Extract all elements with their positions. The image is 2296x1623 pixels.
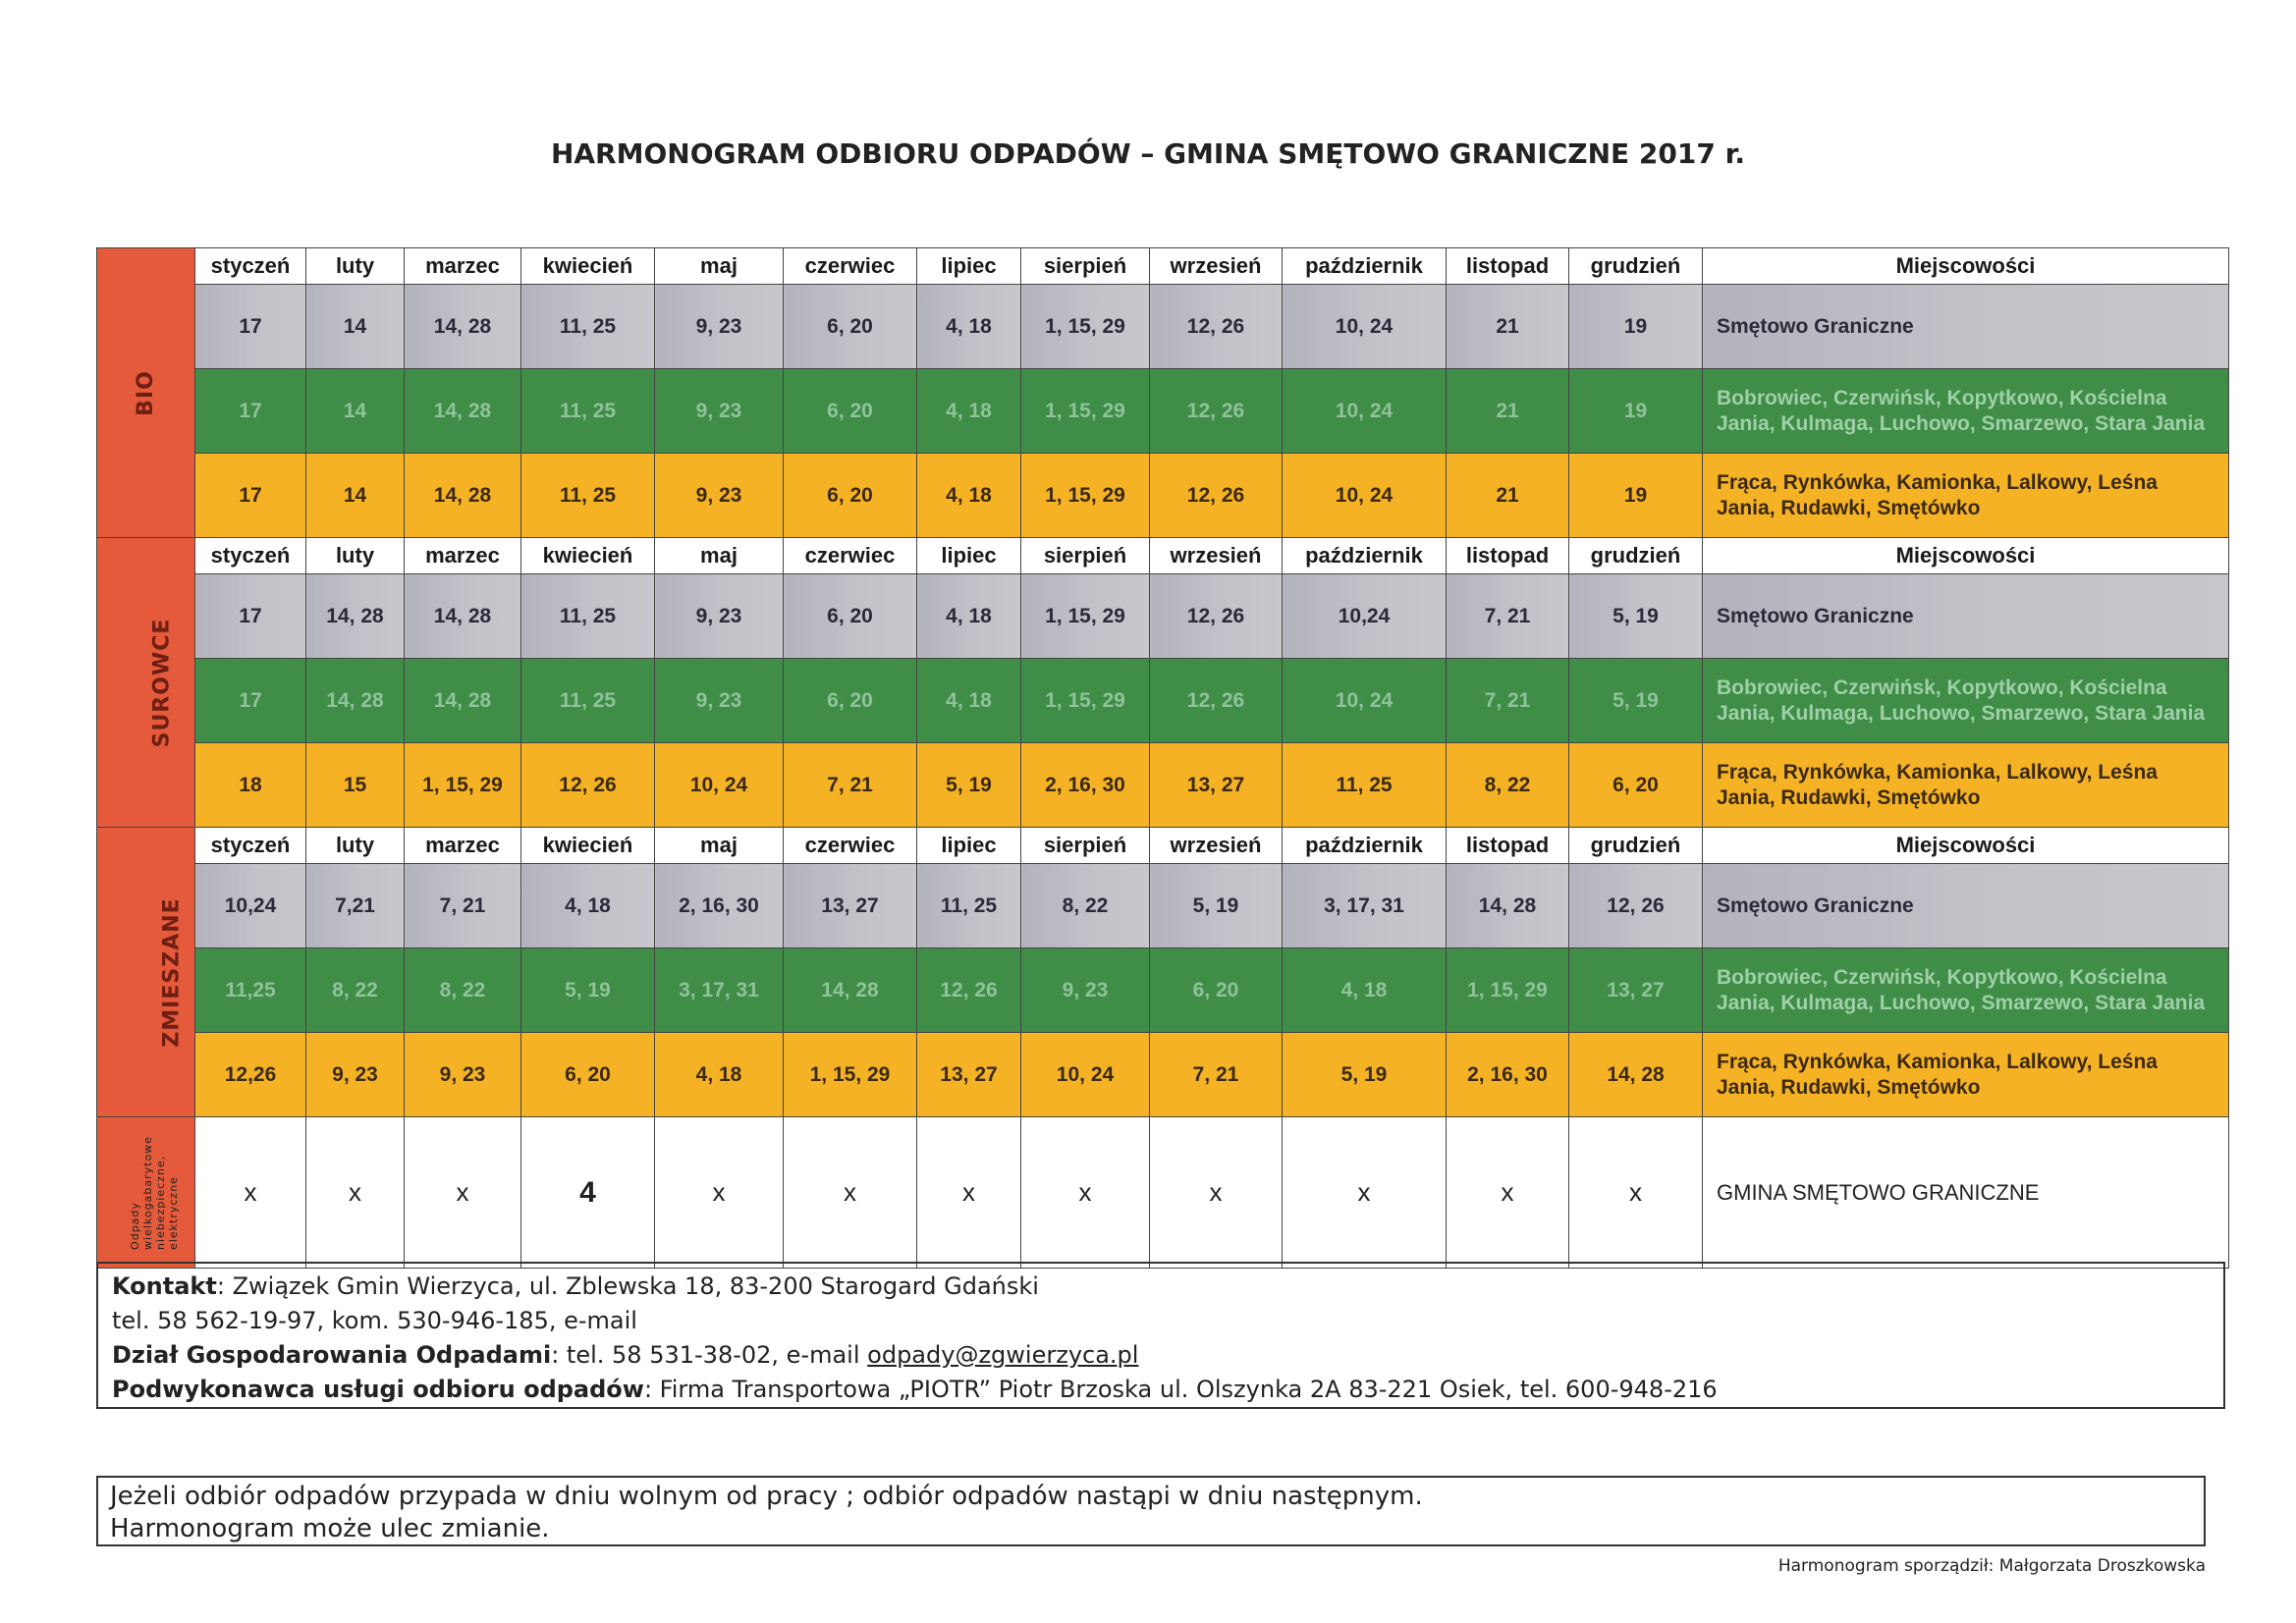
date-cell: 4, 18 (917, 285, 1021, 369)
date-cell: 1, 15, 29 (1447, 948, 1569, 1033)
month-header: styczeń (195, 828, 306, 864)
bulky-label-line: wielkogabarytowe (140, 1135, 154, 1250)
date-cell: 3, 17, 31 (1283, 864, 1447, 948)
month-header: wrzesień (1150, 248, 1283, 285)
month-header: lipiec (917, 248, 1021, 285)
month-header: marzec (405, 248, 521, 285)
month-header: luty (306, 248, 405, 285)
month-header: październik (1283, 538, 1447, 574)
contact-box (96, 1262, 2225, 1409)
date-cell: 9, 23 (405, 1033, 521, 1117)
places-cell: Smętowo Graniczne (1703, 574, 2229, 659)
section-label-text: SUROWCE (149, 618, 175, 747)
date-cell: 14, 28 (405, 659, 521, 743)
date-cell: 21 (1447, 369, 1569, 454)
bulky-date-cell: x (306, 1117, 405, 1269)
places-cell: Bobrowiec, Czerwińsk, Kopytkowo, Kościelna Jania, Kulmaga, Luchowo, Smarzewo, Stara Jania (1703, 369, 2229, 454)
schedule-row-gray (97, 285, 2229, 369)
date-cell: 2, 16, 30 (1447, 1033, 1569, 1117)
date-cell: 10, 24 (1283, 369, 1447, 454)
date-cell: 19 (1569, 285, 1703, 369)
date-cell: 10, 24 (1283, 454, 1447, 538)
date-cell: 12, 26 (1150, 659, 1283, 743)
section-label-surowce (97, 538, 195, 828)
date-cell: 11, 25 (1283, 743, 1447, 828)
date-cell: 7, 21 (1150, 1033, 1283, 1117)
section-label-bulky (97, 1117, 195, 1269)
month-header: sierpień (1021, 248, 1150, 285)
date-cell: 12,26 (195, 1033, 306, 1117)
date-cell: 7, 21 (1447, 574, 1569, 659)
date-cell: 5, 19 (1569, 574, 1703, 659)
date-cell: 17 (195, 659, 306, 743)
bulky-waste-row (97, 1117, 2229, 1269)
places-cell: Frąca, Rynkówka, Kamionka, Lalkowy, Leśna Jania, Rudawki, Smętówko (1703, 1033, 2229, 1117)
date-cell: 21 (1447, 454, 1569, 538)
date-cell: 14 (306, 369, 405, 454)
date-cell: 21 (1447, 285, 1569, 369)
date-cell: 9, 23 (306, 1033, 405, 1117)
month-header: styczeń (195, 248, 306, 285)
places-header: Miejscowości (1703, 248, 2229, 285)
date-cell: 5, 19 (917, 743, 1021, 828)
month-header: maj (655, 248, 784, 285)
date-cell: 6, 20 (784, 454, 917, 538)
month-header: sierpień (1021, 828, 1150, 864)
places-header: Miejscowości (1703, 538, 2229, 574)
date-cell: 1, 15, 29 (1021, 454, 1150, 538)
date-cell: 1, 15, 29 (1021, 369, 1150, 454)
month-header: listopad (1447, 828, 1569, 864)
date-cell: 5, 19 (1150, 864, 1283, 948)
date-cell: 11, 25 (917, 864, 1021, 948)
date-cell: 17 (195, 454, 306, 538)
bulky-date-cell: x (1569, 1117, 1703, 1269)
date-cell: 5, 19 (1569, 659, 1703, 743)
month-header: styczeń (195, 538, 306, 574)
date-cell: 14, 28 (1569, 1033, 1703, 1117)
author-credit: Harmonogram sporządził: Małgorzata Droszkowska (1777, 1556, 2206, 1576)
date-cell: 8, 22 (306, 948, 405, 1033)
date-cell: 9, 23 (655, 574, 784, 659)
date-cell: 13, 27 (1150, 743, 1283, 828)
collection-schedule-table (96, 247, 2229, 1269)
month-header-row (97, 538, 2229, 574)
schedule-row-gray (97, 864, 2229, 948)
date-cell: 7, 21 (784, 743, 917, 828)
date-cell: 1, 15, 29 (1021, 285, 1150, 369)
date-cell: 10, 24 (1021, 1033, 1150, 1117)
schedule-row-gray (97, 574, 2229, 659)
date-cell: 13, 27 (784, 864, 917, 948)
date-cell: 10, 24 (1283, 659, 1447, 743)
date-cell: 11, 25 (521, 659, 655, 743)
month-header-row (97, 828, 2229, 864)
subcontractor-label: Podwykonawca usługi odbioru odpadów (112, 1376, 644, 1403)
month-header: grudzień (1569, 248, 1703, 285)
section-label-text: ZMIESZANE (159, 896, 185, 1048)
date-cell: 10,24 (195, 864, 306, 948)
subcontractor-details: : Firma Transportowa „PIOTR” Piotr Brzoska ul. Olszynka 2A 83-221 Osiek, tel. 600-948-216 (643, 1376, 1718, 1403)
date-cell: 4, 18 (655, 1033, 784, 1117)
date-cell: 12, 26 (1150, 369, 1283, 454)
month-header: czerwiec (784, 248, 917, 285)
date-cell: 14, 28 (306, 574, 405, 659)
date-cell: 14, 28 (784, 948, 917, 1033)
contact-address: : Związek Gmin Wierzyca, ul. Zblewska 18, 83-200 Starogard Gdański (216, 1272, 1039, 1300)
date-cell: 6, 20 (784, 285, 917, 369)
date-cell: 10, 24 (1283, 285, 1447, 369)
date-cell: 8, 22 (1447, 743, 1569, 828)
date-cell: 5, 19 (1283, 1033, 1447, 1117)
date-cell: 13, 27 (1569, 948, 1703, 1033)
date-cell: 12, 26 (521, 743, 655, 828)
schedule-row-orange (97, 743, 2229, 828)
date-cell: 9, 23 (655, 285, 784, 369)
department-email-link[interactable]: odpady@zgwierzyca.pl (867, 1341, 1139, 1369)
schedule-row-orange (97, 454, 2229, 538)
places-cell: Smętowo Graniczne (1703, 864, 2229, 948)
schedule-row-green (97, 369, 2229, 454)
date-cell: 15 (306, 743, 405, 828)
schedule-body (97, 248, 2229, 1269)
month-header: luty (306, 828, 405, 864)
month-header: grudzień (1569, 538, 1703, 574)
date-cell: 10,24 (1283, 574, 1447, 659)
bulky-date-cell: x (1283, 1117, 1447, 1269)
date-cell: 6, 20 (784, 574, 917, 659)
department-label: Dział Gospodarowania Odpadami (112, 1341, 552, 1369)
date-cell: 14, 28 (405, 369, 521, 454)
date-cell: 10, 24 (655, 743, 784, 828)
month-header: listopad (1447, 248, 1569, 285)
places-cell: Frąca, Rynkówka, Kamionka, Lalkowy, Leśna Jania, Rudawki, Smętówko (1703, 454, 2229, 538)
date-cell: 6, 20 (784, 659, 917, 743)
note-line-holiday: Jeżeli odbiór odpadów przypada w dniu wolnym od pracy ; odbiór odpadów nastąpi w dniu następnym. (110, 1482, 1423, 1511)
date-cell: 4, 18 (917, 454, 1021, 538)
date-cell: 12, 26 (1150, 285, 1283, 369)
section-label-zmieszane (97, 828, 195, 1117)
month-header: kwiecień (521, 828, 655, 864)
note-box (96, 1476, 2206, 1546)
date-cell: 14, 28 (405, 574, 521, 659)
date-cell: 4, 18 (917, 369, 1021, 454)
note-line-change: Harmonogram może ulec zmianie. (110, 1514, 550, 1543)
date-cell: 11, 25 (521, 285, 655, 369)
date-cell: 19 (1569, 454, 1703, 538)
date-cell: 11, 25 (521, 454, 655, 538)
department-phone: : tel. 58 531-38-02, e-mail (551, 1341, 868, 1369)
bulky-date-cell: x (405, 1117, 521, 1269)
month-header: marzec (405, 828, 521, 864)
bulky-date-cell: x (1447, 1117, 1569, 1269)
date-cell: 14, 28 (405, 285, 521, 369)
date-cell: 4, 18 (917, 574, 1021, 659)
date-cell: 13, 27 (917, 1033, 1021, 1117)
document-title: HARMONOGRAM ODBIORU ODPADÓW – GMINA SMĘTOWO GRANICZNE 2017 r. (550, 137, 1746, 170)
date-cell: 1, 15, 29 (405, 743, 521, 828)
date-cell: 17 (195, 574, 306, 659)
date-cell: 6, 20 (1150, 948, 1283, 1033)
places-cell: Bobrowiec, Czerwińsk, Kopytkowo, Kościelna Jania, Kulmaga, Luchowo, Smarzewo, Stara Jania (1703, 948, 2229, 1033)
date-cell: 2, 16, 30 (655, 864, 784, 948)
bulky-date-cell: x (655, 1117, 784, 1269)
places-cell: Frąca, Rynkówka, Kamionka, Lalkowy, Leśna Jania, Rudawki, Smętówko (1703, 743, 2229, 828)
date-cell: 9, 23 (1021, 948, 1150, 1033)
month-header: czerwiec (784, 828, 917, 864)
bulky-label-line: niebezpieczne, (153, 1155, 167, 1250)
contact-label: Kontakt (112, 1272, 217, 1300)
date-cell: 11, 25 (521, 369, 655, 454)
date-cell: 14 (306, 285, 405, 369)
date-cell: 9, 23 (655, 659, 784, 743)
date-cell: 12, 26 (1569, 864, 1703, 948)
section-label-bio (97, 248, 195, 538)
date-cell: 12, 26 (1150, 454, 1283, 538)
date-cell: 11,25 (195, 948, 306, 1033)
date-cell: 12, 26 (917, 948, 1021, 1033)
contact-line-address (112, 1270, 2210, 1304)
month-header: czerwiec (784, 538, 917, 574)
month-header: kwiecień (521, 248, 655, 285)
month-header: maj (655, 828, 784, 864)
date-cell: 4, 18 (917, 659, 1021, 743)
date-cell: 6, 20 (1569, 743, 1703, 828)
places-cell: Smętowo Graniczne (1703, 285, 2229, 369)
schedule-row-green (97, 659, 2229, 743)
bulky-date-cell: x (195, 1117, 306, 1269)
date-cell: 8, 22 (1021, 864, 1150, 948)
date-cell: 9, 23 (655, 454, 784, 538)
places-cell: Bobrowiec, Czerwińsk, Kopytkowo, Kościelna Jania, Kulmaga, Luchowo, Smarzewo, Stara Jania (1703, 659, 2229, 743)
section-label-text: BIO (134, 369, 158, 416)
date-cell: 14, 28 (405, 454, 521, 538)
date-cell: 1, 15, 29 (1021, 659, 1150, 743)
date-cell: 17 (195, 369, 306, 454)
places-header: Miejscowości (1703, 828, 2229, 864)
date-cell: 7,21 (306, 864, 405, 948)
month-header: wrzesień (1150, 828, 1283, 864)
bulky-places-cell: GMINA SMĘTOWO GRANICZNE (1703, 1117, 2229, 1269)
date-cell: 7, 21 (1447, 659, 1569, 743)
date-cell: 9, 23 (655, 369, 784, 454)
date-cell: 6, 20 (784, 369, 917, 454)
schedule-row-green (97, 948, 2229, 1033)
schedule-row-orange (97, 1033, 2229, 1117)
bulky-date-cell: 4 (521, 1117, 655, 1269)
month-header: lipiec (917, 828, 1021, 864)
date-cell: 17 (195, 285, 306, 369)
date-cell: 5, 19 (521, 948, 655, 1033)
date-cell: 2, 16, 30 (1021, 743, 1150, 828)
bulky-date-cell: x (1021, 1117, 1150, 1269)
month-header: październik (1283, 828, 1447, 864)
month-header: grudzień (1569, 828, 1703, 864)
contact-line-phone: tel. 58 562-19-97, kom. 530-946-185, e-mail (112, 1307, 637, 1334)
date-cell: 1, 15, 29 (1021, 574, 1150, 659)
date-cell: 1, 15, 29 (784, 1033, 917, 1117)
month-header-row (97, 248, 2229, 285)
bulky-date-cell: x (1150, 1117, 1283, 1269)
date-cell: 6, 20 (521, 1033, 655, 1117)
date-cell: 12, 26 (1150, 574, 1283, 659)
month-header: październik (1283, 248, 1447, 285)
month-header: marzec (405, 538, 521, 574)
month-header: sierpień (1021, 538, 1150, 574)
date-cell: 3, 17, 31 (655, 948, 784, 1033)
date-cell: 11, 25 (521, 574, 655, 659)
date-cell: 8, 22 (405, 948, 521, 1033)
bulky-date-cell: x (917, 1117, 1021, 1269)
date-cell: 19 (1569, 369, 1703, 454)
month-header: listopad (1447, 538, 1569, 574)
month-header: luty (306, 538, 405, 574)
date-cell: 14, 28 (306, 659, 405, 743)
month-header: maj (655, 538, 784, 574)
date-cell: 14 (306, 454, 405, 538)
contact-line-department (112, 1338, 2210, 1373)
bulky-date-cell: x (784, 1117, 917, 1269)
contact-line-subcontractor (112, 1373, 2210, 1407)
bulky-label-line: elektryczne (166, 1175, 180, 1250)
date-cell: 14, 28 (1447, 864, 1569, 948)
date-cell: 18 (195, 743, 306, 828)
bulky-label-line: Odpady (128, 1201, 141, 1250)
date-cell: 4, 18 (1283, 948, 1447, 1033)
month-header: lipiec (917, 538, 1021, 574)
month-header: kwiecień (521, 538, 655, 574)
month-header: wrzesień (1150, 538, 1283, 574)
date-cell: 4, 18 (521, 864, 655, 948)
bulky-label-text (129, 1136, 180, 1250)
date-cell: 7, 21 (405, 864, 521, 948)
